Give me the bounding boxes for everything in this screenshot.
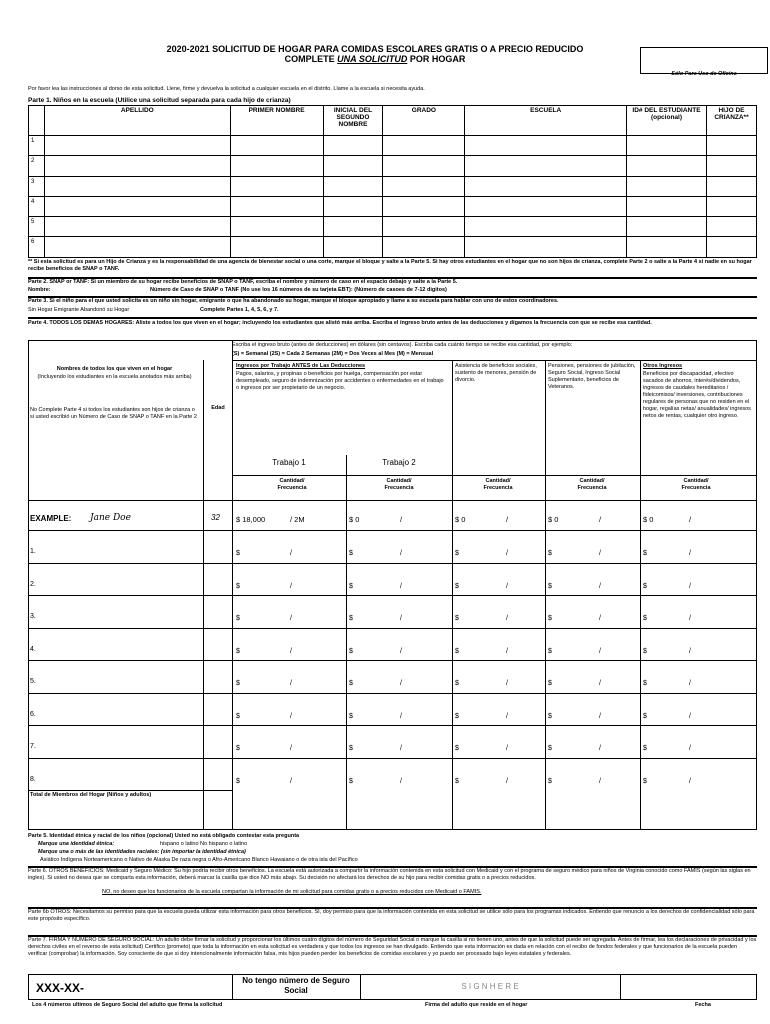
income-frequency-field[interactable]: / [400,615,402,622]
part3-complete: Complete Partes 1, 4, 5, 6, y 7. [200,307,279,313]
grid-line [620,974,621,1000]
member-row-line [28,563,757,564]
member-row-line [28,693,757,694]
example-pension-amount: $ 0 [548,515,559,524]
part1-header-row [29,106,757,136]
example-job1-freq: / 2M [290,515,305,524]
grid-line [232,360,757,361]
part2-case-label: Número de Caso de SNAP o TANF (No use los 16 números de su tarjeta EBT): (Número de casoes de 7-12 digitos) [150,287,447,293]
pension-desc: Pensiones, pensiones de jubilación, Seguro Social, Ingreso Social Suplementario, beneficios de Veteranos. [548,363,636,390]
foster-checkbox[interactable] [706,217,756,237]
income-amount-field[interactable]: $ [455,550,459,557]
table-row [29,176,757,196]
income-amount-field[interactable]: $ [455,615,459,622]
escuela-field[interactable] [465,237,627,257]
work-desc: Pagos, salarios, y propinas o beneficios por huelga, compensación por estar desempleado, seguro de indemnización por accidentes o enfermedades en el trabajo o ingresos por ser propietario de un negocio. [236,371,444,391]
assist-desc: Asistencia de beneficios sociales, sustento de menores, pensión de divorcio. [455,363,537,383]
trabajo2-label: Trabajo 2 [382,458,416,467]
income-frequency-field[interactable]: / [506,745,508,752]
grid-line [232,475,757,476]
member-row-line [28,628,757,629]
member-row-number: 2. [30,580,36,588]
grid-line [28,500,757,501]
example-job1-amount: $ 18,000 [236,515,266,524]
income-amount-field[interactable]: $ [548,745,552,752]
ethnic-options[interactable]: hispano o latino No hispano o latino [160,841,248,847]
income-amount-field[interactable]: $ [548,647,552,655]
member-row-number: 5. [30,678,36,685]
escuela-field[interactable] [465,136,627,156]
nombre-field[interactable] [230,156,323,176]
member-name-field[interactable] [40,760,200,789]
member-age-field[interactable] [204,565,231,594]
income-amount-field[interactable]: $ [236,680,240,687]
income-amount-field[interactable]: $ [236,550,240,557]
apellido-field[interactable] [44,196,230,216]
income-amount-field[interactable]: $ [455,712,459,720]
work-header: Ingresos por Trabajo ANTES de Las Deducciones [236,363,366,369]
income-amount-field[interactable]: $ [349,615,353,622]
row-number: 4 [29,196,45,216]
racial-options[interactable]: Asiático Indígena Norteamericano o Nativo de Alaska De raza negra o Afro-Americano Blanco Hawaiano o de otra isla del Pacífico [40,857,358,863]
names-subheader: (Incluyendo los estudiantes en la escuela anotados más arriba) [37,374,192,380]
income-frequency-field[interactable]: / [689,712,691,720]
part1-table [28,105,757,258]
other-header: Otros Ingresos [643,363,683,369]
part5-title: Parte 5. Identidad étnica y racial de los niños (opcional) Usted no está obligado contestar esta pregunta [28,833,300,839]
member-row-line [28,530,757,531]
inicial-field[interactable] [323,196,383,216]
income-amount-field[interactable]: $ [349,582,353,590]
col-foster: HIJO DE CRIANZA** [706,106,756,136]
grado-field[interactable] [383,237,465,257]
income-frequency-field[interactable]: / [689,680,691,687]
example-job2-amount: $ 0 [349,515,360,524]
part3-title: Parte 3. Si el niño para el que usted solicita es un niño sin hogar, emigrante o que ha abandonado su hogar, marque el bloque apropiado y llame a su escuela para hablar con uno de estos coordinadores. [28,298,559,304]
ssn-label: Los 4 números ultimos de Seguro Social del adulto que firma la solicitud [32,1002,223,1008]
subtitle-post: POR HOGAR [407,54,466,64]
income-amount-field[interactable]: $ [548,582,552,590]
table-row [29,237,757,257]
row-number: 1 [29,136,45,156]
income-frequency-field[interactable]: / [689,745,691,752]
member-age-field[interactable] [204,695,231,724]
col-student-id: ID# DEL ESTUDIANTE (opcional) [627,106,707,136]
part6b-text: Parte 6b OTROS: Necesitamos su permiso para que la escuela pueda utilizar esta información para otros beneficios. SÍ, doy permiso para que la información contenida en esta solicitud se utilice sólo para los programas indicados. Entiendo que renuncio a los derechos de confidencialidad sólo para este propósito específico. [28,909,755,922]
other-desc: Beneficios por discapacidad, efectivo sacados de ahorros, interés/dividendos, ingresos de caudales hereditarios / fideicomisos/ inversiones, contribuciones regulares de personas que no residen en el hogar, regalías netas/ anualidades/ ingresos netos de rentas, cualquier otro ingreso. [643,371,751,419]
income-amount-field[interactable]: $ [236,582,240,590]
part2-title: Parte 2. SNAP or TANF: Si un miembro de su hogar recibe beneficios de SNAP o TANF, escriba el nombre y número de caso en el espacio debajo y salte a la Parte 5. [28,279,458,285]
income-frequency-field[interactable]: / [689,582,691,590]
grado-field[interactable] [383,136,465,156]
cantidad-label: Cantidad/ Frecuencia [483,478,513,491]
income-frequency-field[interactable]: / [290,745,292,752]
apellido-field[interactable] [44,217,230,237]
apellido-field[interactable] [44,176,230,196]
member-name-field[interactable] [40,662,200,691]
part6-text: Parte 6. OTROS BENEFICIOS: Medicaid y Seguro Médico: Su hijo podría recibir otros beneficios. La escuela está autorizada a compartir la información contenida en esta solicitud con Medicaid y con el programa de seguro médico para niños de Virginia conocido como FAMIS (según las siglas en ingles). Si usted no desea que se comparta esta información, deberá marcar la casilla que dice NO más abajo. Su decisión no afectará los derechos de su hijo para recibir comidas gratis o a precios reducidos. [28,868,751,881]
apellido-field[interactable] [44,156,230,176]
member-row-line [28,595,757,596]
inicial-field[interactable] [323,156,383,176]
no-ssn-checkbox[interactable]: No tengo número de Seguro Social [242,976,350,995]
grado-field[interactable] [383,196,465,216]
income-amount-field[interactable]: $ [643,582,647,590]
col-primer-nombre: PRIMER NOMBRE [230,106,323,136]
income-amount-field[interactable]: $ [548,680,552,687]
income-amount-field[interactable]: $ [643,550,647,557]
income-frequency-field[interactable]: / [506,550,508,557]
member-name-field[interactable] [40,727,200,756]
escuela-field[interactable] [465,156,627,176]
id-field[interactable] [627,136,707,156]
income-amount-field[interactable]: $ [548,777,552,785]
member-name-field[interactable] [40,630,200,659]
example-slash: / [506,515,509,524]
income-amount-field[interactable]: $ [236,712,240,720]
freq-legend: (S) = Semanal (2S) = Cada 2 Semanas (2M) = Dos Veces al Mes (M) = Mensual [232,351,434,357]
income-amount-field[interactable]: $ [455,647,459,655]
row-number: 2 [29,156,45,176]
nombre-field[interactable] [230,217,323,237]
income-amount-field[interactable]: $ [236,777,240,785]
id-field[interactable] [627,156,707,176]
part7-text: Parte 7. FIRMA Y NÚMERO DE SEGURO SOCIAL: Un adulto debe firmar la solicitud y proporcionar los últimos cuatro dígitos del número de Seguridad Social o marque la casilla si no tienen uno, antes de que la solicitud puede ser agregada. Antes de firmar, lea los declaraciones de privacidad y los derechos civiles en el reverso de esta solicitud) Certifico (prometo) que toda la información en esta solicitud es verdadera y que todos los ingresos se han divulgado. Entiendo que esta información es dada en relación con el recibo de fondos federales y que funcionarios de la escuela pueden verificar (comprobar) la información. Soy consciente de que si doy intencionalmente información falsa, mis hijos pueden perder los beneficios de comidas escolares y yo puedo ser procesado bajo leyes estatales y federales. [28,937,757,957]
income-amount-field[interactable]: $ [349,550,353,557]
income-frequency-field[interactable]: / [689,777,691,785]
income-amount-field[interactable]: $ [643,777,647,785]
part1-footnote: ** Si esta solicitud es para un Hijo de Crianza y es la responsabilidad de una agencia de bienestar social o una corte, marque el bloque y salte a la Parte 5. Si hay otros estudiantes en el hogar que no son hijos de crianza, complete Parte 2 o salte a la Parte 4 si nadie en su hogar recibe beneficios de SNAP o TANF. [28,259,752,272]
foster-checkbox[interactable] [706,237,756,257]
grid-line [232,340,233,830]
income-frequency-field[interactable]: / [689,615,691,622]
income-frequency-field[interactable]: / [290,550,292,557]
income-amount-field[interactable]: $ [643,712,647,720]
cantidad-label: Cantidad/ Frecuencia [681,478,711,491]
part4-title: Parte 4. TODOS LOS DEMAS HOGARES: Aliste a todos los que viven en el hogar; incluyendo los estudiantes que alistó más arriba. Escriba el ingreso bruto antes de las deducciones y dígamos la frecuencia con que se recibe esa cantidad. [28,320,652,326]
income-amount-field[interactable]: $ [349,712,353,720]
income-amount-field[interactable]: $ [548,615,552,622]
member-age-field[interactable] [204,662,231,691]
escuela-field[interactable] [465,217,627,237]
inicial-field[interactable] [323,136,383,156]
member-row-number: 6. [30,710,36,718]
income-amount-field[interactable]: $ [349,647,353,655]
grado-field[interactable] [383,176,465,196]
form-subtitle [150,54,600,64]
table-row [29,196,757,216]
row-number: 6 [29,237,45,257]
income-amount-field[interactable]: $ [455,582,459,590]
member-row-number: 7. [30,743,36,750]
income-frequency-field[interactable]: / [400,680,402,687]
member-row-number: 8. [30,775,36,783]
income-amount-field[interactable]: $ [548,550,552,557]
income-frequency-field[interactable]: / [290,680,292,687]
inicial-field[interactable] [323,176,383,196]
income-frequency-field[interactable]: / [599,582,601,590]
income-frequency-field[interactable]: / [400,550,402,557]
id-field[interactable] [627,176,707,196]
income-amount-field[interactable]: $ [349,777,353,785]
income-amount-field[interactable]: $ [236,615,240,622]
member-row-number: 3. [30,613,36,620]
member-row-line [28,758,757,759]
row-number: 5 [29,217,45,237]
example-name: Jane Doe [90,513,131,523]
income-frequency-field[interactable]: / [689,647,691,655]
trabajo1-label: Trabajo 1 [272,458,306,467]
example-label: EXAMPLE: [30,514,72,523]
income-frequency-field[interactable]: / [400,712,402,720]
income-frequency-field[interactable]: / [506,712,508,720]
grid-line [360,974,361,1000]
income-frequency-field[interactable]: / [290,777,292,785]
divider [28,317,757,319]
cantidad-label: Cantidad/ Frecuencia [577,478,607,491]
nombre-field[interactable] [230,136,323,156]
total-members-label: Total de Miembros del Hogar (Niños y adultos) [30,792,152,798]
part1-title: Parte 1. Niños en la escuela (Utilice una solicitud separada para cada hijo de crianza) [28,97,291,104]
income-amount-field[interactable]: $ [236,745,240,752]
example-assist-amount: $ 0 [455,515,466,524]
income-frequency-field[interactable]: / [506,777,508,785]
income-frequency-field[interactable]: / [599,745,601,752]
inicial-field[interactable] [323,237,383,257]
escuela-field[interactable] [465,176,627,196]
freq-note: Escriba el ingreso bruto (antes de deducciones) en dólares (sin centavos). Escriba cada cuánto tiempo se recibe esa cantidad, por ejemplo: [232,342,573,348]
income-frequency-field[interactable]: / [400,647,402,655]
ssn-field[interactable]: XXX-XX- [36,981,85,995]
table-row [29,217,757,237]
edad-header: Edad [211,405,225,411]
row-num-header [29,106,45,136]
grado-field[interactable] [383,156,465,176]
table-row [29,156,757,176]
subtitle-emphasis: UNA SOLICITUD [337,54,408,64]
cantidad-label: Cantidad/ Frecuencia [384,478,414,491]
income-amount-field[interactable]: $ [643,745,647,752]
member-age-field[interactable] [204,597,231,626]
nombre-field[interactable] [230,237,323,257]
row-number: 3 [29,176,45,196]
col-escuela: ESCUELA [465,106,627,136]
member-row-line [28,660,757,661]
names-note: No Complete Parte 4 si todos los estudiantes son hijos de crianza o si usted escribió un Número de Caso de SNAP o TANF en la Parte 2 [30,407,197,420]
income-amount-field[interactable]: $ [455,680,459,687]
income-frequency-field[interactable]: / [599,680,601,687]
escuela-field[interactable] [465,196,627,216]
member-age-field[interactable] [204,630,231,659]
income-amount-field[interactable]: $ [548,712,552,720]
racial-label: Marque una o más de las identidades raciales: (sin importar la identidad étnica) [38,849,246,855]
foster-checkbox[interactable] [706,156,756,176]
income-amount-field[interactable]: $ [349,680,353,687]
member-age-field[interactable] [204,727,231,756]
income-frequency-field[interactable]: / [599,550,601,557]
income-amount-field[interactable]: $ [236,647,240,655]
ethnic-label: Marque una identidad étnica: [38,841,115,847]
income-frequency-field[interactable]: / [506,647,508,655]
income-frequency-field[interactable]: / [599,777,601,785]
cantidad-label: Cantidad/ Frecuencia [277,478,307,491]
office-use-label: Sólo Para Uso de Oficina [671,71,737,77]
apellido-field[interactable] [44,237,230,257]
income-amount-field[interactable]: $ [643,647,647,655]
foster-checkbox[interactable] [706,176,756,196]
example-slash: / [400,515,403,524]
inicial-field[interactable] [323,217,383,237]
col-inicial: INICIAL DEL SEGUNDO NOMBRE [323,106,383,136]
id-field[interactable] [627,217,707,237]
income-frequency-field[interactable]: / [400,582,402,590]
nombre-field[interactable] [230,176,323,196]
grado-field[interactable] [383,217,465,237]
member-name-field[interactable] [40,695,200,724]
income-frequency-field[interactable]: / [599,647,601,655]
apellido-field[interactable] [44,136,230,156]
example-slash: / [689,515,692,524]
table-row [29,136,757,156]
grid-line [232,974,233,1000]
nombre-field[interactable] [230,196,323,216]
income-amount-field[interactable]: $ [455,777,459,785]
date-label: Fecha [695,1002,711,1008]
part3-options[interactable]: Sin Hogar Emigrante Abandonó su Hogar [28,307,130,313]
income-frequency-field[interactable]: / [506,615,508,622]
member-name-field[interactable] [40,597,200,626]
income-frequency-field[interactable]: / [400,745,402,752]
member-row-number: 1. [30,548,36,555]
example-other-amount: $ 0 [643,515,654,524]
income-frequency-field[interactable]: / [506,582,508,590]
income-frequency-field[interactable]: / [290,712,292,720]
signature-field[interactable]: S I G N H E R E [461,982,519,991]
member-age-field[interactable] [204,532,231,561]
example-age: 32 [211,513,220,522]
instructions: Por favor lea las instrucciones al dorso de esta solicitud. Llene, firme y devuelva la solicitud a cualquier escuela en el distrito. Llame a la escuela si necesita ayuda. [28,86,425,92]
col-apellido: APELLIDO [44,106,230,136]
subtitle-pre: COMPLETE [284,54,338,64]
grid-line [346,455,347,830]
member-age-field[interactable] [204,760,231,789]
part6-no-option[interactable]: NO, no deseo que los funcionarios de la escuela compartan la información de mi solicitud para comidas gratis o a precios reducidos con Medicaid o FAMIS. [102,889,482,895]
income-frequency-field[interactable]: / [290,647,292,655]
names-header: Nombres de todos los que viven en el hogar [56,366,173,372]
income-frequency-field[interactable]: / [290,582,292,590]
id-field[interactable] [627,237,707,257]
foster-checkbox[interactable] [706,196,756,216]
part2-nombre-label: Nombre: [28,287,51,293]
col-grado: GRADO [383,106,465,136]
form-title: 2020-2021 SOLICITUD DE HOGAR PARA COMIDAS ESCOLARES GRATIS O A PRECIO REDUCIDO [166,44,584,54]
income-frequency-field[interactable]: / [290,615,292,622]
income-amount-field[interactable]: $ [643,680,647,687]
date-field[interactable] [622,976,755,998]
income-amount-field[interactable]: $ [643,615,647,622]
income-amount-field[interactable]: $ [349,745,353,752]
signature-label: Firma del adulto que reside en el hogar [425,1002,528,1008]
member-row-number: 4. [30,645,36,653]
income-frequency-field[interactable]: / [506,680,508,687]
office-use-box[interactable] [640,47,768,74]
id-field[interactable] [627,196,707,216]
income-frequency-field[interactable]: / [599,615,601,622]
income-frequency-field[interactable]: / [689,550,691,557]
income-frequency-field[interactable]: / [400,777,402,785]
foster-checkbox[interactable] [706,136,756,156]
member-name-field[interactable] [40,532,200,561]
income-amount-field[interactable]: $ [455,745,459,752]
example-slash: / [599,515,602,524]
member-row-line [28,725,757,726]
member-name-field[interactable] [40,565,200,594]
income-frequency-field[interactable]: / [599,712,601,720]
grid-line [28,790,232,791]
